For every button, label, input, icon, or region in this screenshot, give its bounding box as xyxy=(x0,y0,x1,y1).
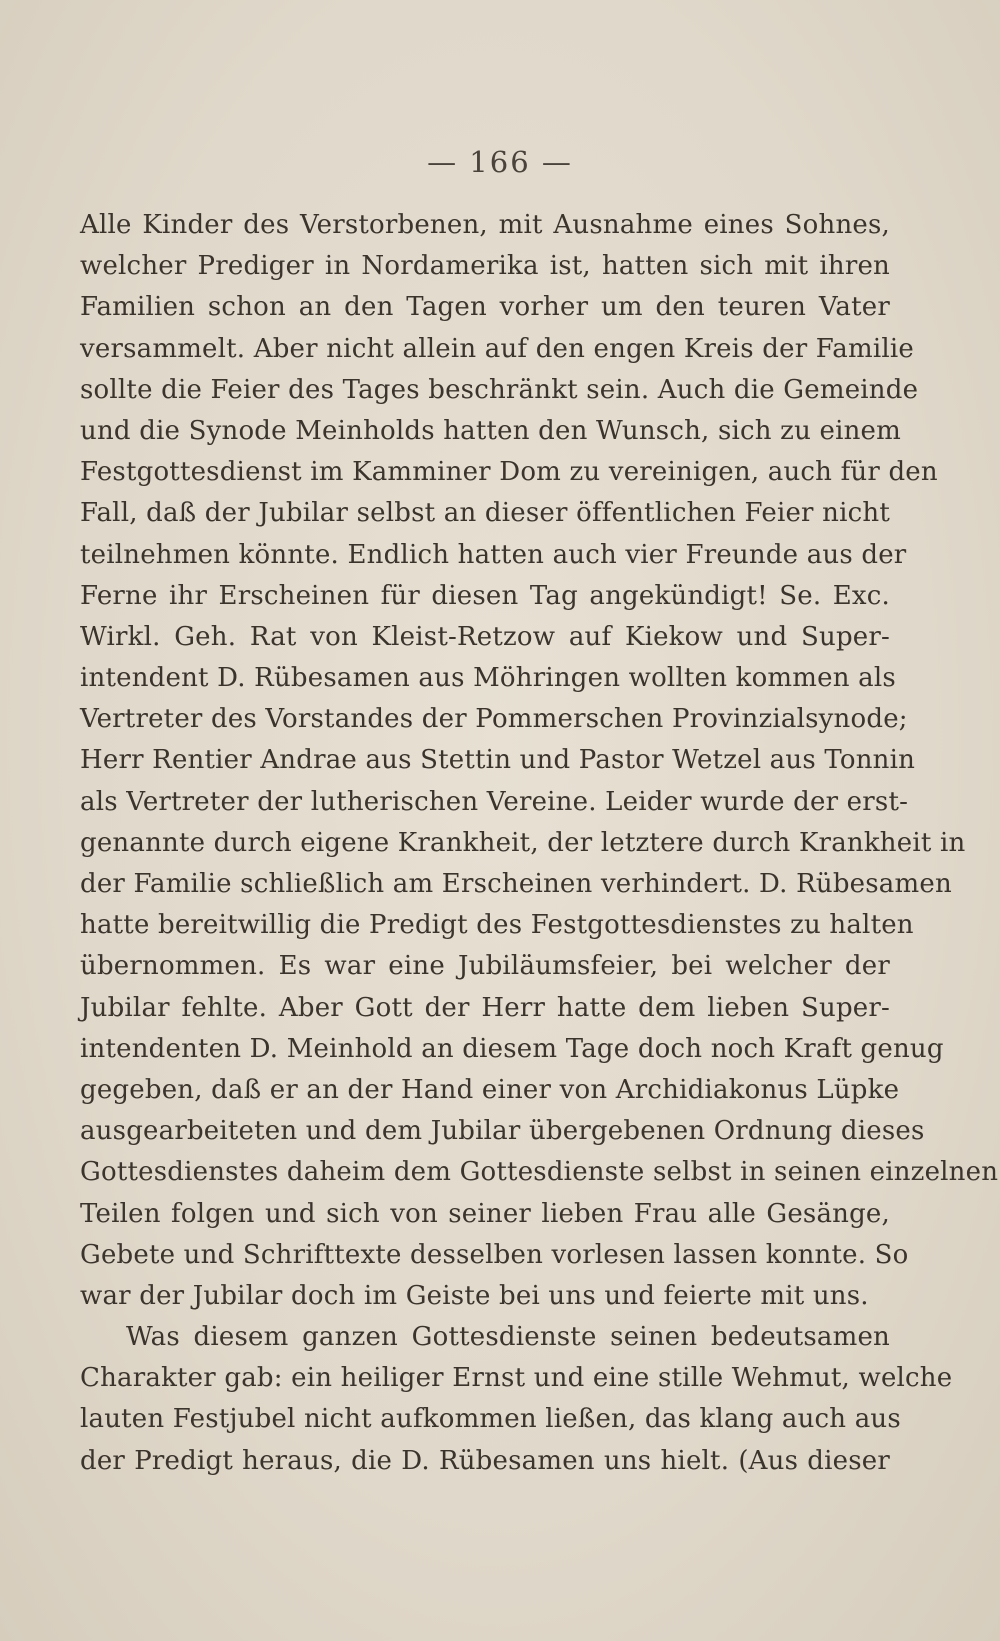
text-line: genannte durch eigene Krankheit, der letztere durch Krankheit in xyxy=(80,827,966,858)
text-line: der Familie schließlich am Erscheinen verhindert. D. Rübesamen xyxy=(80,869,952,899)
text-line: Ferne ihr Erscheinen für diesen Tag angekündigt! Se. Exc. xyxy=(80,580,890,611)
text-line: Jubilar fehlte. Aber Gott der Herr hatte dem lieben Super- xyxy=(80,992,890,1023)
text-line: Festgottesdienst im Kamminer Dom zu vereinigen, auch für den xyxy=(80,457,938,488)
text-line: lauten Festjubel nicht aufkommen ließen, das klang auch aus xyxy=(80,1404,901,1435)
body-text xyxy=(80,205,999,1482)
text-line: Gebete und Schrifttexte desselben vorlesen lassen konnte. So xyxy=(80,1239,909,1270)
text-line: Wirkl. Geh. Rat von Kleist-Retzow auf Kiekow und Super- xyxy=(80,621,890,652)
text-line: hatte bereitwillig die Predigt des Festgottesdienstes zu halten xyxy=(80,910,914,941)
text-line: Gottesdienstes daheim dem Gottesdienste selbst in seinen einzelnen xyxy=(80,1157,999,1188)
text-line: ausgearbeiteten und dem Jubilar übergebenen Ordnung dieses xyxy=(80,1116,925,1147)
text-line: Familien schon an den Tagen vorher um den teuren Vater xyxy=(80,292,890,323)
text-line: teilnehmen könnte. Endlich hatten auch vier Freunde aus der xyxy=(80,539,907,570)
text-line: war der Jubilar doch im Geiste bei uns und feierte mit uns. xyxy=(80,1280,869,1311)
text-line: versammelt. Aber nicht allein auf den engen Kreis der Familie xyxy=(80,333,914,364)
text-line: Vertreter des Vorstandes der Pommerschen Provinzialsynode; xyxy=(80,704,908,735)
text-line: Charakter gab: ein heiliger Ernst und eine stille Wehmut, welche xyxy=(80,1363,953,1394)
text-line: intendenten D. Meinhold an diesem Tage doch noch Kraft genug xyxy=(80,1033,944,1064)
page-number: — 166 — xyxy=(427,145,573,179)
text-line: Alle Kinder des Verstorbenen, mit Ausnahme eines Sohnes, xyxy=(80,210,890,240)
text-line: Teilen folgen und sich von seiner lieben Frau alle Gesänge, xyxy=(80,1198,890,1229)
text-line: Herr Rentier Andrae aus Stettin und Pastor Wetzel aus Tonnin xyxy=(80,745,916,776)
text-line: übernommen. Es war eine Jubiläumsfeier, bei welcher der xyxy=(80,951,890,982)
text-line: intendent D. Rübesamen aus Möhringen wollten kommen als xyxy=(80,663,896,694)
text-line: welcher Prediger in Nordamerika ist, hatten sich mit ihren xyxy=(80,251,890,282)
text-line: als Vertreter der lutherischen Vereine. Leider wurde der erst- xyxy=(80,786,909,817)
text-line: sollte die Feier des Tages beschränkt sein. Auch die Gemeinde xyxy=(80,374,919,405)
text-line: der Predigt heraus, die D. Rübesamen uns hielt. (Aus dieser xyxy=(80,1445,890,1476)
text-line: gegeben, daß er an der Hand einer von Archidiakonus Lüpke xyxy=(80,1074,900,1105)
text-line: Fall, daß der Jubilar selbst an dieser öffentlichen Feier nicht xyxy=(80,498,890,529)
text-line: Was diesem ganzen Gottesdienste seinen bedeutsamen xyxy=(126,1322,890,1353)
text-line: und die Synode Meinholds hatten den Wunsch, sich zu einem xyxy=(80,415,901,446)
